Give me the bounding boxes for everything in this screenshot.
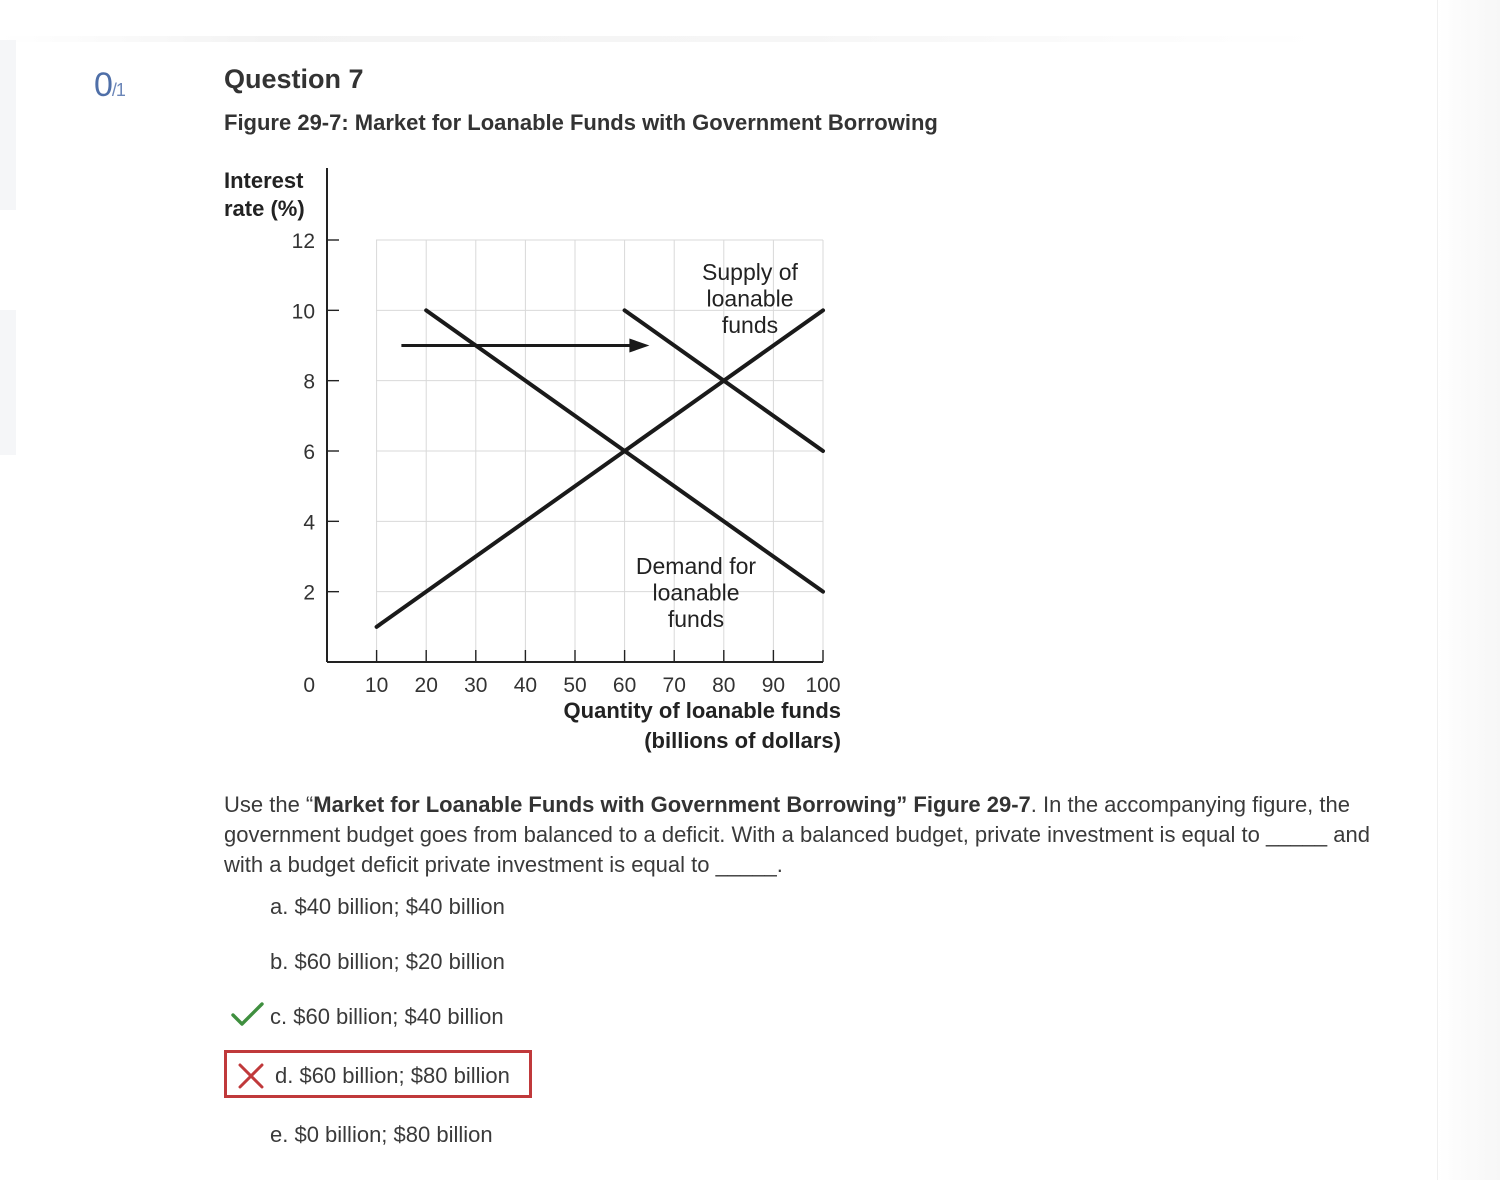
supply-label: funds [721,312,779,338]
selected-answer-box[interactable] [224,1050,532,1098]
x-tick-label: 30 [464,674,488,697]
loanable-funds-chart [214,160,854,760]
question-prompt [224,790,1384,880]
x-tick-label: 40 [513,674,538,697]
y-axis-title: Interest [224,168,304,193]
y-tick-label: 10 [291,300,315,324]
demand-label: Demand for [635,553,757,579]
y-tick-label: 2 [303,581,315,605]
prompt-post: . In the accompanying figure, the government budget goes from balanced to a deficit. With a balanced budget, private investment is equal to _____ and with a budget deficit private investment is equal to _____. [224,792,1370,877]
supply-curve [377,310,823,627]
prompt-bold: Market for Loanable Funds with Government Borrowing” Figure 29-7 [313,792,1031,817]
y-tick-label: 4 [303,511,315,535]
choice-e[interactable]: e. $0 billion; $80 billion [270,1122,493,1147]
chart-series [377,310,823,627]
y-axis-title: rate (%) [224,196,305,221]
score-earned: 0 [94,66,112,104]
choice-c[interactable]: c. $60 billion; $40 billion [270,1004,504,1029]
chart-labels [224,168,841,753]
x-tick-label: 20 [414,674,438,697]
left-edge-panel [0,310,16,455]
x-tick-label: 100 [805,674,841,697]
x-axis-title: Quantity of loanable funds [563,698,841,723]
question-score [94,66,125,105]
x-tick-label: 90 [761,674,786,697]
question-title: Question 7 [224,64,364,94]
check-icon [230,1000,266,1028]
y-tick-label: 6 [303,441,315,464]
y-tick-label: 12 [291,230,315,253]
shift-arrow-head [629,339,649,353]
right-side-panel [1437,0,1500,1180]
choice-d[interactable]: d. $60 billion; $80 billion [275,1063,510,1088]
x-tick-label: 80 [712,674,736,697]
supply-label: loanable [706,285,794,312]
y-tick-label: 0 [303,674,315,697]
x-tick-label: 10 [364,674,389,697]
figure-title: Figure 29-7: Market for Loanable Funds with Government Borrowing [224,110,938,135]
x-tick-label: 50 [563,674,587,697]
top-divider [0,36,1320,42]
x-axis-title: (billions of dollars) [644,728,841,753]
demand-label: funds [667,606,725,632]
score-total: /1 [111,80,125,100]
y-tick-label: 8 [303,370,315,394]
x-icon [237,1062,265,1090]
prompt-pre: Use the “ [224,792,314,817]
choice-a[interactable]: a. $40 billion; $40 billion [270,894,505,919]
choice-b[interactable]: b. $60 billion; $20 billion [270,949,505,974]
supply-label: Supply of [702,259,798,285]
left-edge-panel [0,40,16,210]
x-tick-label: 70 [662,674,686,697]
x-tick-label: 60 [612,674,637,697]
demand-label: loanable [652,579,740,606]
